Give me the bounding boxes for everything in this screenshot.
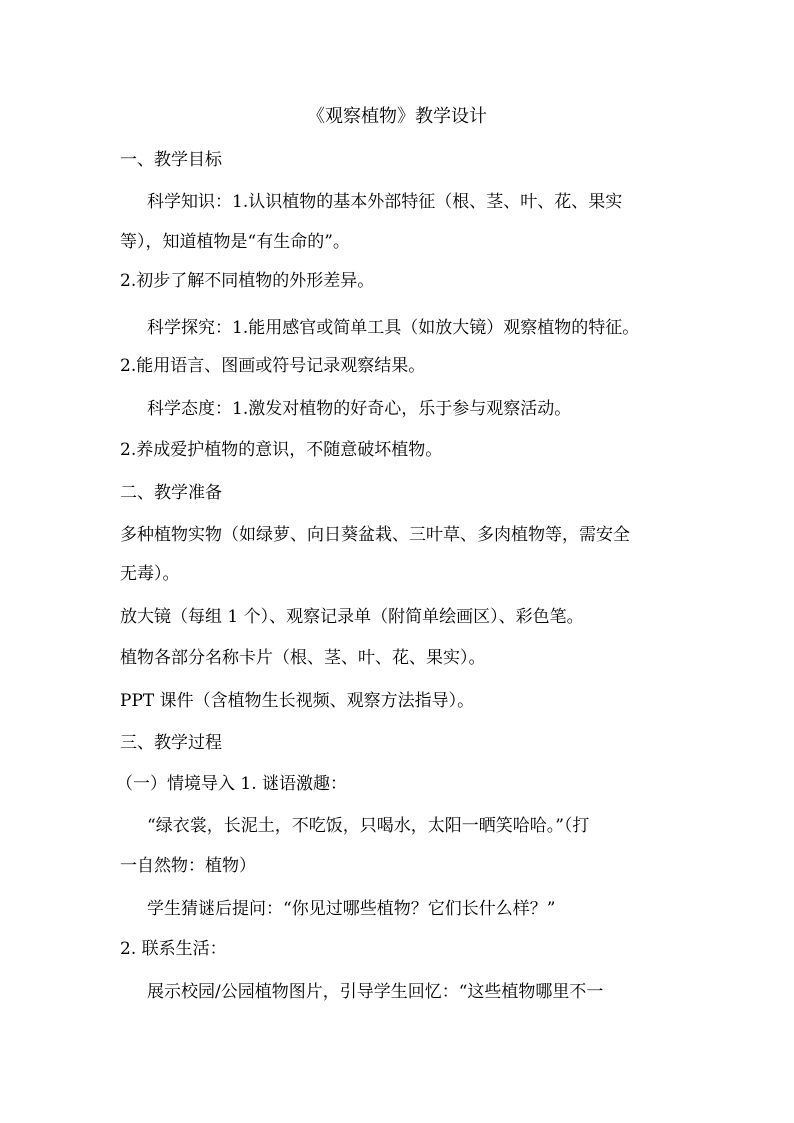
paragraph-line: 植物各部分名称卡片（根、茎、叶、花、果实）。 [120,648,486,668]
section-heading-goals: 一、教学目标 [120,150,222,170]
paragraph-line: 科学态度：1.激发对植物的好奇心，乐于参与观察活动。 [147,399,572,419]
subheading-line: 2. 联系生活： [120,939,227,959]
paragraph-line: “绿衣裳，长泥土，不吃饭，只喝水，太阳一晒笑哈哈。”（打 [147,816,590,836]
paragraph-line: PPT 课件（含植物生长视频、观察方法指导）。 [120,691,475,711]
paragraph-line: 展示校园/公园植物图片，引导学生回忆：“这些植物哪里不一 [147,982,604,1002]
paragraph-line: 无毒）。 [120,564,180,584]
section-heading-process: 三、教学过程 [120,733,222,753]
paragraph-line: 等），知道植物是“有生命的”。 [120,232,350,252]
paragraph-line: 科学探究：1.能用感官或简单工具（如放大镜）观察植物的特征。 [147,318,640,338]
paragraph-line: 放大镜（每组 1 个）、观察记录单（附简单绘画区）、彩色笔。 [120,607,584,627]
paragraph-line: 2.养成爱护植物的意识，不随意破坏植物。 [120,440,443,460]
document-title: 《观察植物》教学设计 [307,106,487,127]
paragraph-line: 学生猜谜后提问：“你见过哪些植物？它们长什么样？” [147,899,556,919]
paragraph-line: 2.能用语言、图画或符号记录观察结果。 [120,356,426,376]
section-heading-preparation: 二、教学准备 [120,483,222,503]
paragraph-line: 科学知识：1.认识植物的基本外部特征（根、茎、叶、花、果实 [147,192,623,212]
subheading-line: （一）情境导入 1. 谜语激趣： [116,774,348,794]
paragraph-line: 多种植物实物（如绿萝、向日葵盆栽、三叶草、多肉植物等，需安全 [120,525,630,545]
paragraph-line: 2.初步了解不同植物的外形差异。 [120,271,375,291]
paragraph-line: 一自然物：植物） [120,856,256,876]
